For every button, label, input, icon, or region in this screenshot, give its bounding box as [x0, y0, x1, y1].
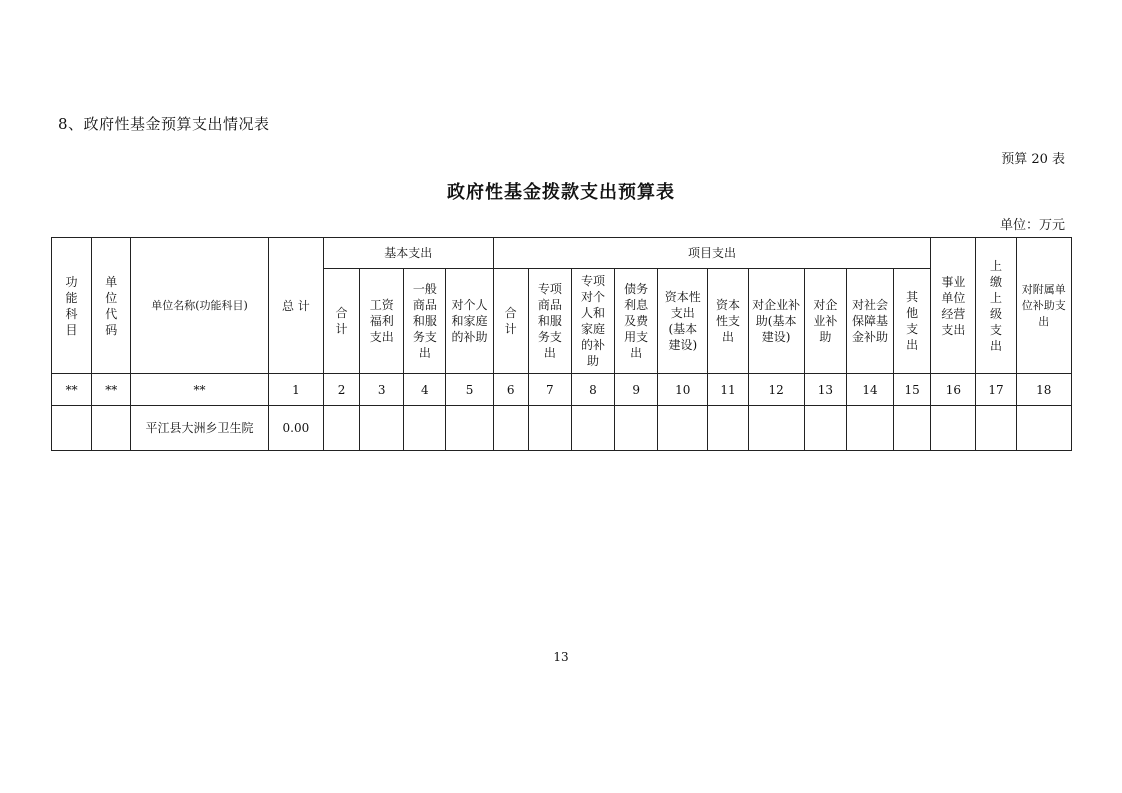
- header-upper-exp: 上缴上级支出: [976, 238, 1016, 374]
- header-unit-name: 单位名称(功能科目): [131, 238, 269, 374]
- index-cell: **: [131, 374, 269, 406]
- index-cell: 18: [1016, 374, 1071, 406]
- page-number: 13: [553, 650, 569, 664]
- header-basic-col: 对个人和家庭的补助: [446, 269, 493, 374]
- cell-empty: [708, 406, 748, 451]
- header-project-col: 专项对个人和家庭的补助: [571, 269, 614, 374]
- cell-unit-name: 平江县大洲乡卫生院: [131, 406, 269, 451]
- index-cell: 12: [748, 374, 804, 406]
- header-business-exp: 事业单位经营支出: [931, 238, 976, 374]
- table-row: [52, 406, 1072, 451]
- header-project-col: 对社会保障基金补助: [846, 269, 893, 374]
- cell-empty: [894, 406, 931, 451]
- header-unit-code: 单位代码: [92, 238, 131, 374]
- index-cell: 7: [528, 374, 571, 406]
- header-project-col: 专项商品和服务支出: [528, 269, 571, 374]
- index-cell: 15: [894, 374, 931, 406]
- cell-empty: [748, 406, 804, 451]
- document-title: 政府性基金拨款支出预算表: [447, 182, 675, 203]
- cell-empty: [404, 406, 446, 451]
- header-total: 总 计: [268, 238, 323, 374]
- cell-empty: [846, 406, 893, 451]
- header-basic-col: 合计: [324, 269, 360, 374]
- cell-empty: [931, 406, 976, 451]
- header-func-subject: 功能科目: [52, 238, 92, 374]
- form-number: 预算 20 表: [1001, 152, 1065, 167]
- index-cell: 13: [804, 374, 846, 406]
- cell-func-subject: [52, 406, 92, 451]
- header-basic-group: 基本支出: [324, 238, 494, 269]
- cell-empty: [324, 406, 360, 451]
- index-cell: 5: [446, 374, 493, 406]
- header-project-col: 债务利息及费用支出: [615, 269, 658, 374]
- index-cell: 6: [493, 374, 528, 406]
- index-cell: 9: [615, 374, 658, 406]
- index-cell: **: [92, 374, 131, 406]
- cell-empty: [528, 406, 571, 451]
- header-project-col: 资本性支出: [708, 269, 748, 374]
- header-project-col: 对企业补助: [804, 269, 846, 374]
- budget-table: [51, 237, 1072, 451]
- index-cell: 16: [931, 374, 976, 406]
- section-heading: 8、政府性基金预算支出情况表: [58, 115, 270, 133]
- unit-label: 单位：万元: [999, 218, 1065, 233]
- cell-empty: [493, 406, 528, 451]
- header-basic-col: 工资福利支出: [360, 269, 404, 374]
- index-cell: **: [52, 374, 92, 406]
- header-project-col: 其他支出: [894, 269, 931, 374]
- header-row-1: [52, 238, 1072, 269]
- header-project-col: 合计: [493, 269, 528, 374]
- cell-total: 0.00: [268, 406, 323, 451]
- index-cell: 14: [846, 374, 893, 406]
- cell-empty: [1016, 406, 1071, 451]
- index-cell: 3: [360, 374, 404, 406]
- index-cell: 1: [268, 374, 323, 406]
- index-cell: 10: [658, 374, 708, 406]
- header-project-col: 对企业补助(基本建设): [748, 269, 804, 374]
- index-cell: 2: [324, 374, 360, 406]
- cell-unit-code: [92, 406, 131, 451]
- header-project-group: 项目支出: [493, 238, 931, 269]
- index-cell: 4: [404, 374, 446, 406]
- cell-empty: [360, 406, 404, 451]
- index-cell: 11: [708, 374, 748, 406]
- header-basic-col: 一般商品和服务支出: [404, 269, 446, 374]
- cell-empty: [804, 406, 846, 451]
- cell-empty: [976, 406, 1016, 451]
- index-cell: 17: [976, 374, 1016, 406]
- cell-empty: [658, 406, 708, 451]
- cell-empty: [615, 406, 658, 451]
- header-subsidiary-exp: 对附属单位补助支出: [1016, 238, 1071, 374]
- index-row: [52, 374, 1072, 406]
- index-cell: 8: [571, 374, 614, 406]
- cell-empty: [571, 406, 614, 451]
- header-project-col: 资本性支出(基本建设): [658, 269, 708, 374]
- cell-empty: [446, 406, 493, 451]
